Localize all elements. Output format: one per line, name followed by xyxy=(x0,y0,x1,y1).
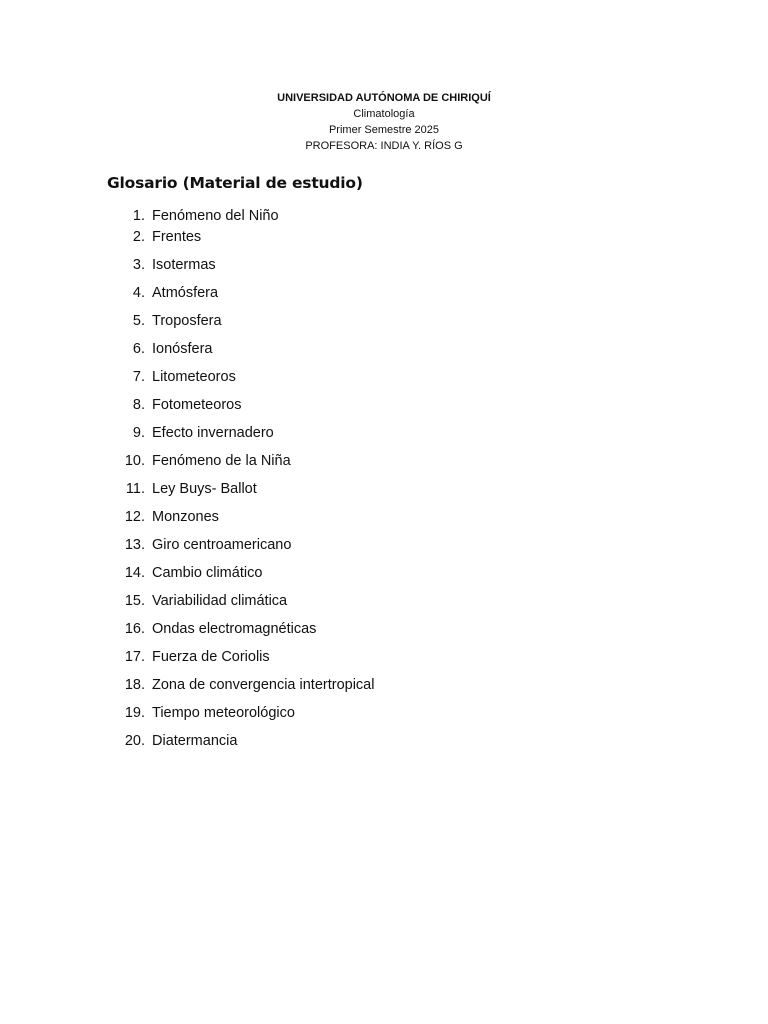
glossary-item-number: 10. xyxy=(124,453,145,469)
glossary-item-term: Efecto invernadero xyxy=(152,425,274,441)
glossary-item-term: Isotermas xyxy=(152,257,216,273)
professor-label: PROFESORA: INDIA Y. RÍOS G xyxy=(305,140,463,152)
glossary-item-number: 1. xyxy=(132,208,145,224)
semester-label: Primer Semestre 2025 xyxy=(328,124,440,136)
glossary-item-term: Fuerza de Coriolis xyxy=(152,649,270,665)
glossary-item-number: 12. xyxy=(124,509,145,525)
glossary-item-term: Frentes xyxy=(152,229,202,245)
glossary-item-number: 16. xyxy=(124,621,145,637)
glossary-item-number: 8. xyxy=(132,397,145,413)
glossary-item-number: 7. xyxy=(132,369,145,385)
glossary-item-term: Tiempo meteorológico xyxy=(152,705,295,721)
glossary-item-term: Ley Buys- Ballot xyxy=(152,481,257,497)
glossary-item-term: Litometeoros xyxy=(152,369,236,385)
glossary-item-term: Diatermancia xyxy=(152,733,238,749)
glossary-item-term: Atmósfera xyxy=(152,285,219,301)
glossary-item-term: Ondas electromagnéticas xyxy=(152,621,317,637)
glossary-item-number: 4. xyxy=(132,285,145,301)
glossary-item-term: Fenómeno del Niño xyxy=(152,208,279,224)
glossary-item-number: 17. xyxy=(124,649,145,665)
document-header xyxy=(0,90,768,154)
glossary-item-number: 2. xyxy=(132,229,145,245)
glossary-item-term: Fenómeno de la Niña xyxy=(152,453,291,469)
glossary-item-number: 13. xyxy=(124,537,145,553)
glossary-item-term: Zona de convergencia intertropical xyxy=(152,677,375,693)
glossary-item-term: Monzones xyxy=(152,509,219,525)
glossary-item-term: Ionósfera xyxy=(152,341,213,357)
glossary-title: Glosario (Material de estudio) xyxy=(107,174,363,192)
glossary-item-number: 15. xyxy=(124,593,145,609)
glossary-item-term: Cambio climático xyxy=(152,565,263,581)
glossary-item-number: 6. xyxy=(132,341,145,357)
university-name: UNIVERSIDAD AUTÓNOMA DE CHIRIQUÍ xyxy=(277,92,491,104)
glossary-item-term: Giro centroamericano xyxy=(152,537,292,553)
glossary-item-number: 11. xyxy=(125,481,145,497)
glossary-item-term: Variabilidad climática xyxy=(152,593,288,609)
glossary-item-number: 20. xyxy=(124,733,145,749)
glossary-item-number: 5. xyxy=(132,313,145,329)
glossary-item-term: Fotometeoros xyxy=(152,397,242,413)
glossary-item-number: 9. xyxy=(132,425,145,441)
glossary-item-number: 3. xyxy=(132,257,145,273)
glossary-item-number: 18. xyxy=(124,677,145,693)
glossary-item-term: Troposfera xyxy=(152,313,222,329)
glossary-item-number: 19. xyxy=(124,705,145,721)
glossary-item-number: 14. xyxy=(124,565,145,581)
course-name: Climatología xyxy=(353,108,415,120)
